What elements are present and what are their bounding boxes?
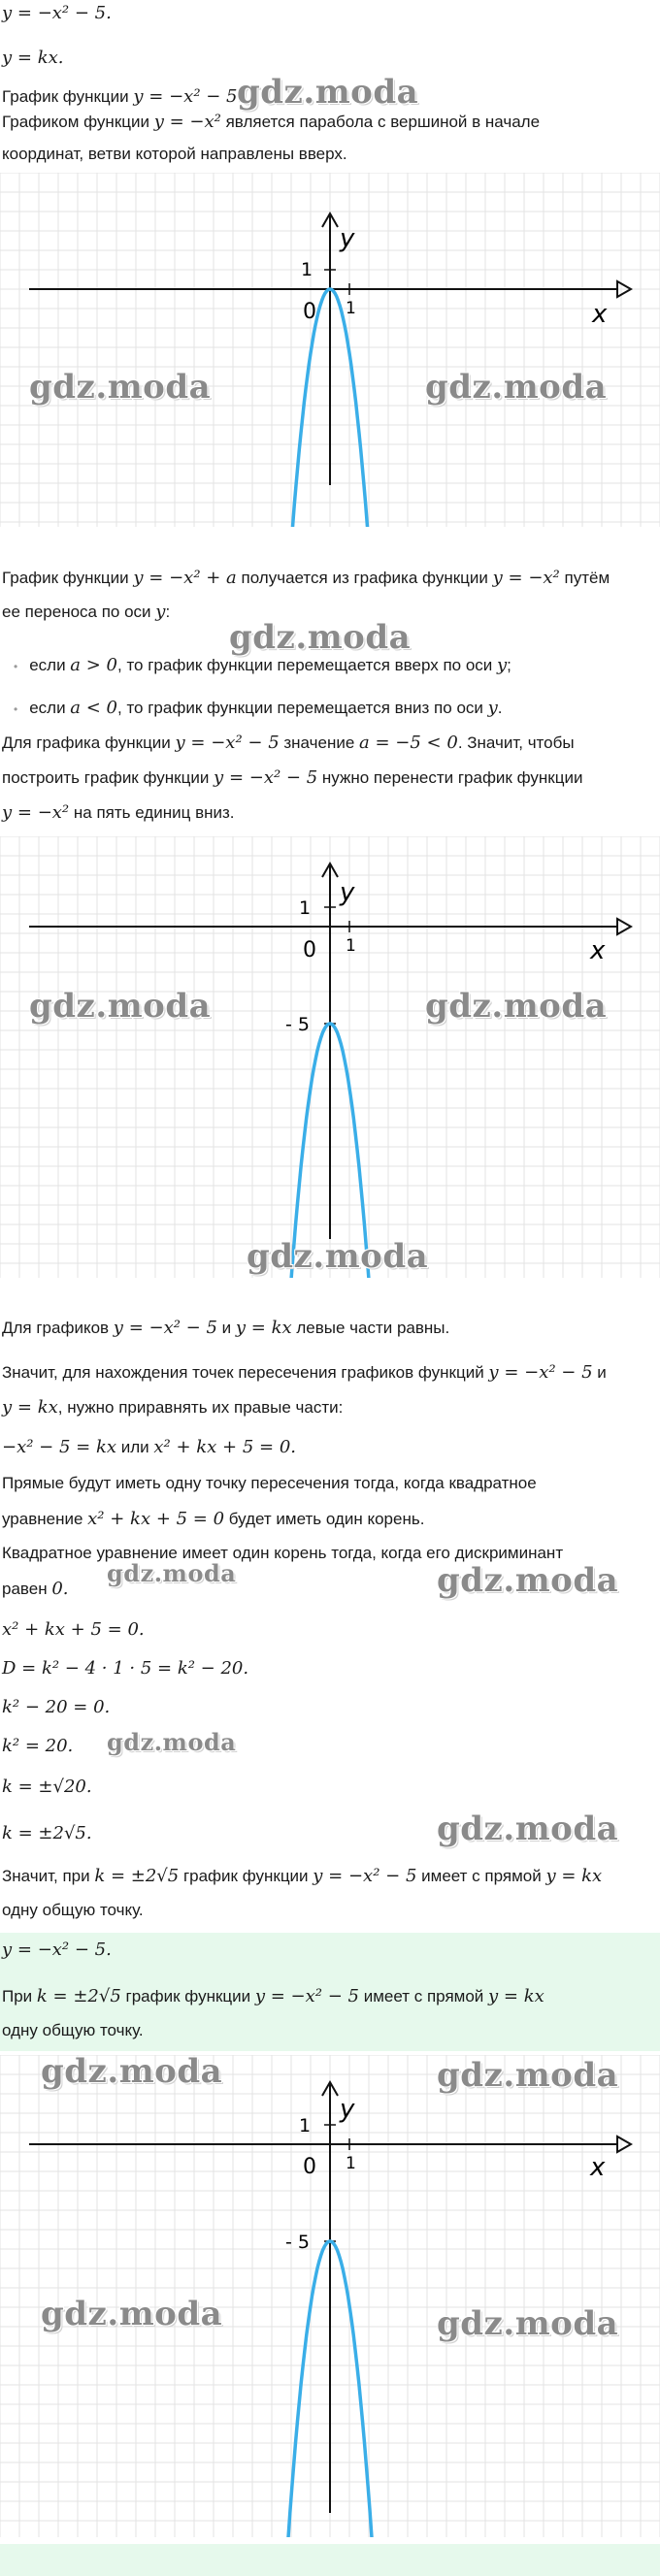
text-line: координат, ветви которой направлены вверх. [2,145,347,163]
equation: D = k² − 4 · 1 · 5 = k² − 20. [2,1658,249,1679]
answer-line: При k = ±2√5 график функции y = −x² − 5 имеет с прямой y = kx [2,1986,544,2006]
watermark: gdz.moda [107,1559,237,1587]
text-line: равен 0. [2,1579,69,1599]
text-line: y = kx, нужно приравнять их правые части: [2,1397,344,1418]
y-axis-label: y [340,878,355,907]
watermark: gdz.moda [437,2304,619,2343]
x-one-label: 1 [346,299,356,318]
watermark: gdz.moda [437,2056,619,2095]
y-one-label: 1 [299,897,312,919]
text-line: построить график функции y = −x² − 5 нужно перенести график функции [2,767,583,788]
text-line: Графиком функции y = −x² является парабола с вершиной в начале [2,112,541,132]
x-axis-label: x [590,2153,606,2182]
y-axis-label: y [340,224,355,253]
answer-line: y = −x² − 5. [2,1940,112,1960]
watermark: gdz.moda [29,987,212,1026]
text-line: Для графика функции y = −x² − 5 значение a = −5 < 0. Значит, чтобы [2,733,575,753]
text-line: Для графиков y = −x² − 5 и y = kx левые части равны. [2,1318,450,1338]
text-line: Значит, при k = ±2√5 график функции y = −x² − 5 имеет с прямой y = kx [2,1866,603,1886]
text-line: ее переноса по оси y: [2,602,171,622]
origin-label: 0 [303,938,316,962]
bullet-item: • если a > 0, то график функции перемещается вверх по оси y; [14,652,644,678]
watermark: gdz.moda [29,368,212,407]
graph-parabola-2 [0,836,660,1278]
watermark: gdz.moda [41,2295,223,2333]
watermark: gdz.moda [107,1728,237,1756]
text-line: График функции y = −x² − 5. [2,86,244,107]
watermark: gdz.moda [437,1810,619,1848]
equation: x² + kx + 5 = 0. [2,1619,145,1640]
bullet-item: • если a < 0, то график функции перемещается вниз по оси y. [14,695,644,721]
watermark: gdz.moda [237,73,419,112]
y-one-label: 1 [301,259,314,280]
text-line: y = −x² на пять единиц вниз. [2,802,235,823]
equation: k = ±√20. [2,1777,92,1797]
x-axis-arrow [617,919,631,934]
x-axis-arrow [617,2136,631,2152]
text-line: y = kx. [2,48,64,68]
text-line: −x² − 5 = kx или x² + kx + 5 = 0. [2,1437,297,1457]
origin-label: 0 [303,300,316,324]
watermark: gdz.moda [229,618,412,657]
text-line: График функции y = −x² + a получается из графика функции y = −x² путём [2,568,610,588]
x-one-label: 1 [346,2154,356,2173]
x-one-label: 1 [346,936,356,956]
y-one-label: 1 [299,2115,312,2136]
watermark: gdz.moda [41,2052,223,2091]
watermark: gdz.moda [425,368,608,407]
text-line: Значит, для нахождения точек пересечения графиков функций y = −x² − 5 и [2,1362,607,1383]
graph-svg-1 [0,173,660,527]
x-axis-label: x [590,936,606,965]
equation: k² = 20. [2,1736,74,1756]
origin-label: 0 [303,2155,316,2179]
y-minus5-label: - 5 [285,1014,310,1035]
watermark: gdz.moda [247,1237,429,1276]
graph-svg-2 [0,836,660,1278]
text-line: Прямые будут иметь одну точку пересечения тогда, когда квадратное [2,1474,537,1492]
watermark: gdz.moda [425,987,608,1026]
watermark: gdz.moda [437,1561,619,1600]
text-line: Квадратное уравнение имеет один корень тогда, когда его дискриминант [2,1544,564,1562]
x-axis-label: x [592,300,608,329]
bottom-highlight [0,2544,660,2576]
graph-parabola-1 [0,173,660,527]
text-line: уравнение x² + kx + 5 = 0 будет иметь один корень. [2,1509,425,1529]
y-axis-label: y [340,2095,355,2124]
equation: k² − 20 = 0. [2,1697,111,1717]
equation: k = ±2√5. [2,1823,92,1843]
text-line: y = −x² − 5. [2,3,112,23]
y-minus5-label: - 5 [285,2232,310,2253]
answer-line: одну общую точку. [2,2021,144,2039]
text-line: одну общую точку. [2,1901,144,1919]
